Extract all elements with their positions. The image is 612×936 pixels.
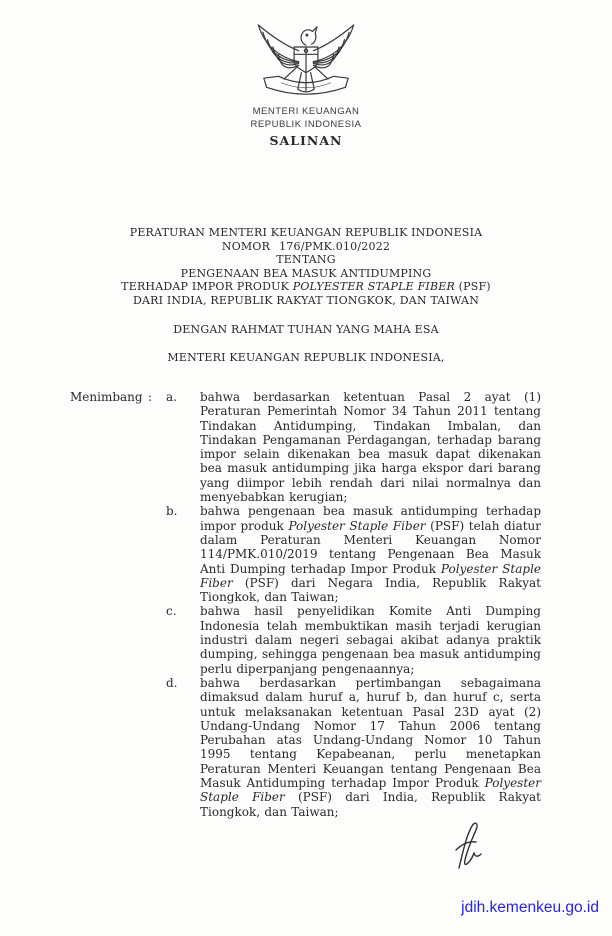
invocation-line: DENGAN RAHMAT TUHAN YANG MAHA ESA — [173, 323, 439, 336]
title-line-number — [0, 240, 612, 254]
ministry-letterhead — [0, 106, 612, 131]
title-line-regulation: PERATURAN MENTERI KEUANGAN REPUBLIK INDONESIA — [129, 226, 483, 239]
garuda-emblem-icon — [250, 14, 362, 102]
title-line-product: TERHADAP IMPOR PRODUK POLYESTER STAPLE FIBER (PSF) — [121, 280, 491, 294]
jdih-watermark: jdih.kemenkeu.go.id — [461, 899, 599, 916]
nomor-value: 176/PMK.010/2022 — [279, 239, 391, 253]
initials-signature-mark — [452, 820, 486, 872]
ministry-name: MENTERI KEUANGAN — [252, 106, 360, 117]
consideration-letter-d: d. — [166, 675, 178, 690]
regulation-title — [0, 226, 612, 308]
title-line-tentang: TENTANG — [276, 253, 336, 267]
authority-line: MENTERI KEUANGAN REPUBLIK INDONESIA, — [167, 351, 445, 364]
consideration-text-b: bahwa pengenaan bea masuk antidumping terhadap impor produk Polyester Staple Fiber (PSF) telah diatur dalam Peraturan Menteri Keuangan Nomor 114/PMK.010/2019 tentang Pengenaan Bea Masuk Anti Dumping terhadap Impor Produk Polyester Staple Fiber (PSF) dari Negara India, Republik Rakyat Tiongkok, dan Taiwan; — [200, 504, 542, 605]
menimbang-label: Menimbang — [70, 390, 143, 404]
consideration-text-c: bahwa hasil penyelidikan Komite Anti Dumping Indonesia telah membuktikan masih terjadi kerugian industri dalam negeri sebagai akibat adanya praktik dumping, sehingga pengenaan bea masuk antidumping perlu diperpanjang pengenaannya; — [200, 604, 541, 676]
consideration-letter-b: b. — [166, 504, 178, 519]
title-line-countries: DARI INDIA, REPUBLIK RAKYAT TIONGKOK, DAN TAIWAN — [132, 293, 480, 307]
copy-stamp-label: SALINAN — [269, 133, 343, 148]
ministry-country: REPUBLIK INDONESIA — [250, 118, 362, 130]
consideration-letter-a: a. — [166, 390, 177, 404]
nomor-label: NOMOR — [221, 239, 271, 253]
menimbang-colon: : — [148, 390, 153, 404]
consideration-text-d: bahwa berdasarkan pertimbangan sebagaimana dimaksud dalam huruf a, huruf b, dan huruf c, serta untuk melaksanakan ketentuan Pasal 23D ayat (2) Undang-Undang Nomor 17 Tahun 2006 tentang Perubahan atas Undang-Undang Nomor 10 Tahun 1995 tentang Kepabeanan, perlu menetapkan Peraturan Menteri Keuangan tentang Pengenaan Bea Masuk Antidumping terhadap Impor Produk Polyester Staple Fiber (PSF) dari India, Republik Rakyat Tiongkok, dan Taiwan; — [200, 675, 541, 819]
considerations-section — [70, 390, 541, 819]
title-line-subject: PENGENAAN BEA MASUK ANTIDUMPING — [180, 266, 432, 280]
consideration-text-a: bahwa berdasarkan ketentuan Pasal 2 ayat (1) Peraturan Pemerintah Nomor 34 Tahun 2011 tentang Tindakan Antidumping, Tindakan Imbalan, dan Tindakan Pengamanan Perdagangan, terhadap barang impor selain dikenakan bea masuk dapat dikenakan bea masuk antidumping jika harga ekspor dari barang yang diimpor lebih rendah dari nilai normalnya dan menyebabkan kerugian; — [200, 390, 541, 505]
consideration-letter-c: c. — [166, 604, 177, 619]
